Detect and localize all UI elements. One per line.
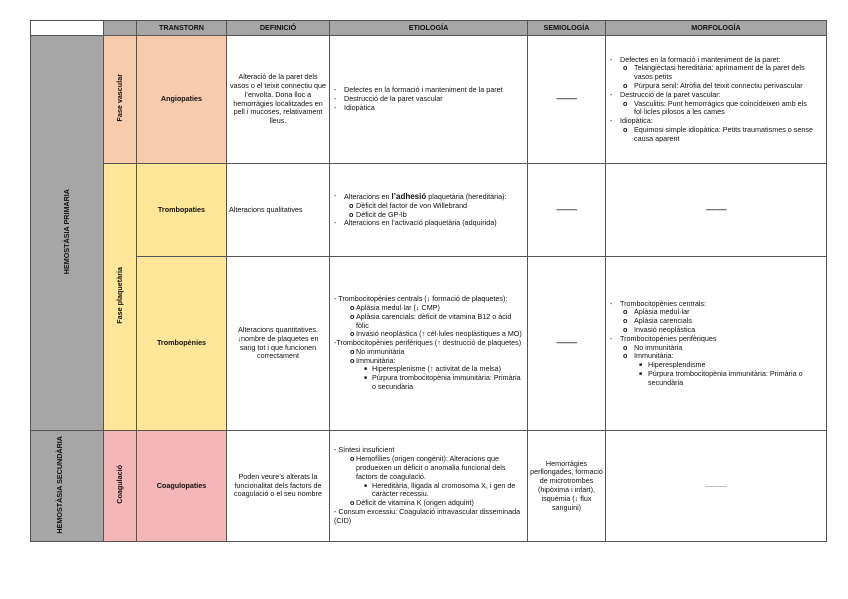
morfologia-subitem: o Vasculitis: Punt hemorràgics que coincideixen amb els fol·licles pilosos a les cames [608,100,824,118]
phase-plaquetaria-label: Fase plaquetària [114,267,124,324]
etiologia-emphasis: l’adhesió [391,191,427,201]
etiologia-item: -Trombocitopènies perifèriques (↑ destrucció de plaquetes) [334,338,522,348]
row-coagulopaties [31,431,827,542]
etiologia-trombopaties [330,164,528,257]
definicio-trombopenies: Alteracions quantitatives. ↓nombre de plaquetes en sang tot i que funcionen correctament [227,257,330,431]
header-row [31,21,827,36]
etiologia-trombopenies [330,257,528,431]
etiologia-subitem: o Immunitària: [332,357,525,366]
header-blank-group [31,21,104,36]
header-etiologia: ETIOLOGÍA [330,21,528,36]
morfologia-subitem: o Immunitària: [608,352,824,361]
morfologia-subitem: o Telangièctasi hereditària: aprimament de la paret dels vasos petits [608,64,824,82]
etiologia-item: - Defectes en la formació i manteniment de la paret [332,86,525,95]
morfologia-subitem: o Invasió neoplàstica [608,326,824,335]
phase-vascular-label: Fase vascular [114,74,124,122]
etiologia-subitem: o Aplàsia medul·lar (↓ CMP) [332,304,525,313]
header-blank-phase [104,21,137,36]
morfologia-trombopenies [606,257,827,431]
etiologia-item: - Consum excessiu: Coagulació intravascular disseminada (CID) [334,506,521,525]
header-semiologia: SEMIOLOGÍA [528,21,606,36]
phase-coagulacio-label: Coagulació [114,465,124,504]
morfologia-subitem: o Aplàsia carencials [608,317,824,326]
row-trombopaties [31,164,827,257]
row-trombopenies [31,257,827,431]
definicio-coagulopaties: Poden veure’s alterats la funcionalitat dels factors de coagulació o el seu nombre [227,431,330,542]
morfologia-subitem: o No immunitària [608,344,824,353]
semiologia-trombopenies: ——— [528,257,606,431]
group-primaria-label: HEMOSTÀSIA PRIMARIA [61,189,71,275]
etiologia-coagulopaties [330,431,528,542]
morfologia-item: - Defectes en la formació i manteniment de la paret: [608,56,824,65]
phase-coagulacio [104,431,137,542]
etiologia-subitem: o Aplàsia carencials: dèficit de vitamina B12 o àcid fòlic [332,313,525,331]
disorder-trombopaties: Trombopaties [137,164,227,257]
header-transtorn: TRANSTORN [137,21,227,36]
morfologia-subitem: o Aplàsia medul·lar [608,308,824,317]
morfologia-trombopaties: ——— [606,164,827,257]
group-hemostasia-secundaria [31,431,104,542]
etiologia-subitem: o Hemofílies (origen congènit): Alteracions que produeixen un dèficit o anomalia funcional dels factors de coagulació. [332,455,525,481]
etiologia-subitem: o Dèficit de vitamina K (origen adquirit) [332,499,525,508]
morfologia-angiopaties [606,36,827,164]
etiologia-item: - Idiopàtica [332,104,525,113]
row-angiopaties [31,36,827,164]
phase-plaquetaria [104,164,137,431]
morfologia-coagulopaties: ——— [606,431,827,542]
morfologia-item: - Destrucció de la paret vascular: [608,91,824,100]
morfologia-item: - Idiopàtica: [608,117,824,126]
etiologia-subsubitem: ■ Hereditària, lligada al cromosoma X, i gen de caràcter recessiu. [332,482,525,500]
etiologia-subitem: o Invasió neoplàstica (↑ cèl·lules neoplàstiques a MO) [332,330,525,339]
disorder-coagulopaties: Coagulopaties [137,431,227,542]
morfologia-subsubitem: ■ Hiperesplendisme [608,361,824,370]
semiologia-trombopaties: ——— [528,164,606,257]
etiologia-item: - Síntesi insuficient [334,445,395,455]
header-definicio: DEFINICIÓ [227,21,330,36]
semiologia-coagulopaties: Hemorràgies perllongades, formació de microtrombes (hipòxima i infart), isquèmia (↓ flux sanguini) [528,431,606,542]
morfologia-subitem: o Púrpura senil: Atròfia del teixit connectiu perivascular [608,82,824,91]
morfologia-subitem: o Equimosi simple idiopàtica: Petits traumatismes o sense causa aparent [608,126,824,144]
phase-vascular [104,36,137,164]
definicio-angiopaties: Alteració de la paret dels vasos o el teixit connectiu que l’envolta. Dona lloc a hemorràgies localitzades en pell i mucoses, relativament lleus. [227,36,330,164]
disorder-trombopenies: Trombopènies [137,257,227,431]
etiologia-text: Alteracions en [344,191,392,201]
hemostasis-table [30,20,827,542]
etiologia-subitem: o Dèficit de GP-Ib [332,211,525,220]
etiologia-subsubitem: ■ Hiperesplenisme (↑ activitat de la melsa) [332,365,525,374]
header-morfologia: MORFOLOGÍA [606,21,827,36]
group-hemostasia-primaria [31,36,104,431]
etiologia-item: - Trombocitopènies centrals (↓ formació de plaquetes): [334,294,508,304]
semiologia-angiopaties: ——— [528,36,606,164]
disorder-angiopaties: Angiopaties [137,36,227,164]
morfologia-subsubitem: ■ Púrpura trombocitopènia immunitària: Primària o secundària [608,370,824,388]
etiologia-text: plaquetària (hereditària): [426,191,507,201]
etiologia-subitem: o Dèficit del factor de von Willebrand [332,202,525,211]
morfologia-item: - Trombocitopènies centrals: [608,300,824,309]
etiologia-subitem: o No immunitària [332,348,525,357]
etiologia-item: - Destrucció de la paret vascular [332,95,525,104]
definicio-trombopaties: Alteracions qualitatives [227,164,330,257]
etiologia-angiopaties [330,36,528,164]
etiologia-subsubitem: ■ Púrpura trombocitopènia immunitària: Primària o secundària [332,374,525,392]
etiologia-item: - Alteracions en l’activació plaquetària (adquirida) [332,219,525,228]
morfologia-item: - Trombocitopènies perifèriques [608,335,824,344]
group-secundaria-label: HEMOSTÀSIA SECUNDÀRIA [55,435,64,534]
